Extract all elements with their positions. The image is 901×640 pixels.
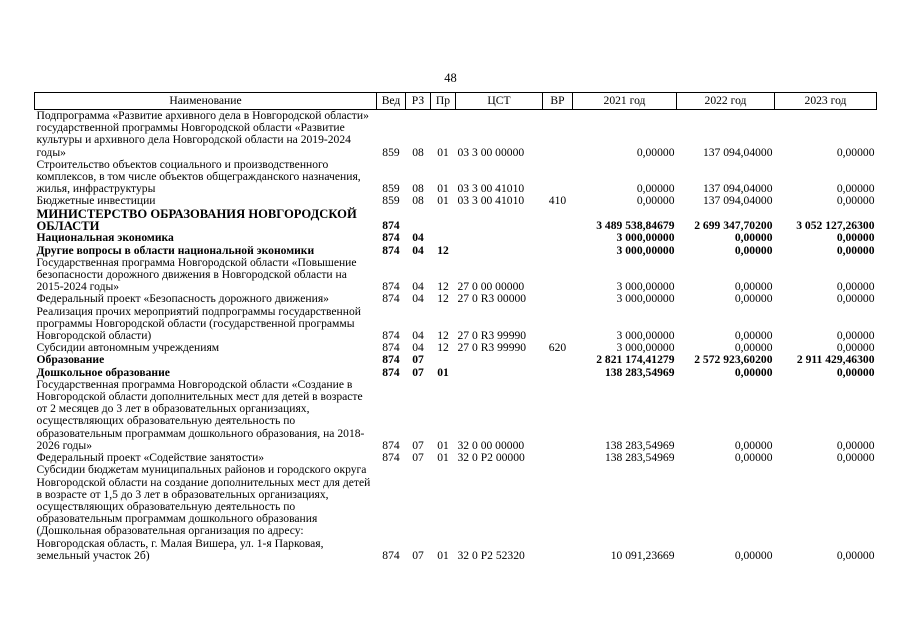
row-pr (431, 232, 456, 244)
row-ved: 859 (382, 145, 400, 159)
row-ved: 874 (382, 341, 400, 355)
row-pr: 12 (437, 341, 449, 355)
row-2023: 0,00000 (836, 341, 875, 355)
row-2023: 0,00000 (836, 243, 875, 257)
row-name: Федеральный проект «Содействие занятости» (36, 451, 265, 465)
row-name: Подпрограмма «Развитие архивного дела в Новгородской области» государственной программы Новгородской области «Развитие культуры и архивного дела Новгородской области на 2019-2024 годы» (36, 109, 369, 159)
row-2021: 138 283,54969 (604, 365, 675, 379)
table-header-row (35, 93, 877, 110)
row-2022: 0,00000 (734, 231, 773, 245)
row-rz: 08 (412, 182, 424, 196)
row-name: Субсидии бюджетам муниципальных районов и городского округа Новгородской области на создание дополнительных мест для детей в возрасте от 1,5 до 3 лет в образовательных организациях, осуществляющих образовательную деятельность по образовательным программам дошкольного образования (Дошкольная образовательная организация по адресу: Новгородская область, г. Малая Вишера, ул. 1-я Парковая, земельный участок 2б) (36, 463, 371, 562)
table-row (35, 245, 877, 257)
row-ved: 859 (382, 194, 400, 208)
row-rz: 04 (412, 243, 424, 257)
row-2021: 138 283,54969 (604, 438, 675, 452)
row-name: Образование (36, 353, 105, 367)
row-cst (456, 245, 543, 257)
row-pr: 01 (437, 194, 449, 208)
row-2023: 0,00000 (836, 292, 875, 306)
header-cst: ЦСТ (456, 93, 543, 110)
header-2021: 2021 год (573, 93, 677, 110)
row-2022: 0,00000 (734, 451, 773, 465)
row-name: МИНИСТЕРСТВО ОБРАЗОВАНИЯ НОВГОРОДСКОЙ ОБЛАСТИ (36, 206, 357, 234)
row-ved: 874 (382, 329, 400, 343)
table-row (35, 306, 877, 343)
row-2022: 0,00000 (734, 438, 773, 452)
row-2021: 2 821 174,41279 (596, 353, 675, 367)
row-vr (543, 208, 573, 233)
row-ved: 874 (382, 353, 400, 367)
row-pr: 12 (437, 280, 449, 294)
row-2023: 2 911 429,46300 (796, 353, 875, 367)
row-2023: 0,00000 (836, 365, 875, 379)
header-vr: ВР (543, 93, 573, 110)
row-vr (543, 379, 573, 452)
row-rz: 04 (412, 292, 424, 306)
row-ved: 859 (382, 182, 400, 196)
row-vr (543, 293, 573, 305)
table-row (35, 354, 877, 366)
row-rz: 07 (412, 365, 424, 379)
row-2023: 0,00000 (836, 329, 875, 343)
table-row (35, 110, 877, 159)
row-name: Национальная экономика (36, 231, 174, 245)
row-cst (456, 232, 543, 244)
row-2022: 0,00000 (734, 548, 773, 562)
row-vr (543, 354, 573, 366)
table-row (35, 379, 877, 452)
row-2022: 2 572 923,60200 (694, 353, 773, 367)
row-pr: 12 (437, 329, 449, 343)
row-cst: 32 0 P2 00000 (457, 451, 525, 465)
row-cst: 32 0 P2 52320 (457, 548, 525, 562)
row-2021: 3 000,00000 (616, 280, 675, 294)
row-rz: 07 (412, 548, 424, 562)
budget-table (34, 92, 877, 562)
row-2021: 3 000,00000 (616, 231, 675, 245)
row-2023: 0,00000 (836, 145, 875, 159)
row-cst: 03 3 00 00000 (457, 145, 525, 159)
table-row (35, 293, 877, 305)
row-name: Дошкольное образование (36, 365, 170, 379)
row-name: Бюджетные инвестиции (36, 194, 156, 208)
row-cst: 27 0 R3 99990 (457, 341, 527, 355)
table-row (35, 257, 877, 294)
page-number: 48 (444, 71, 457, 85)
row-2022: 137 094,04000 (702, 145, 773, 159)
row-rz: 07 (412, 438, 424, 452)
row-vr: 410 (548, 194, 567, 208)
row-rz: 07 (412, 353, 424, 367)
table-body (35, 110, 877, 562)
row-2022: 0,00000 (734, 341, 773, 355)
row-rz: 04 (412, 231, 424, 245)
row-2023: 0,00000 (836, 231, 875, 245)
table-row (35, 464, 877, 562)
row-2021: 0,00000 (636, 194, 675, 208)
row-ved: 874 (382, 280, 400, 294)
row-pr (431, 354, 456, 366)
row-2022: 137 094,04000 (702, 182, 773, 196)
row-pr: 12 (437, 292, 449, 306)
row-ved: 874 (382, 219, 400, 233)
row-2022: 0,00000 (734, 329, 773, 343)
row-2022: 0,00000 (734, 243, 773, 257)
row-2023: 0,00000 (836, 182, 875, 196)
row-pr: 12 (437, 243, 449, 257)
row-cst: 27 0 R3 00000 (457, 292, 527, 306)
row-2021: 138 283,54969 (604, 451, 675, 465)
row-pr: 01 (437, 451, 449, 465)
row-2022: 137 094,04000 (702, 194, 773, 208)
header-ved: Вед (377, 93, 406, 110)
row-ved: 874 (382, 438, 400, 452)
row-pr: 01 (437, 438, 449, 452)
row-2022: 2 699 347,70200 (694, 219, 773, 233)
row-cst: 32 0 00 00000 (457, 438, 525, 452)
row-vr (543, 245, 573, 257)
header-2023: 2023 год (775, 93, 877, 110)
table-row (35, 208, 877, 233)
row-2021: 3 000,00000 (616, 329, 675, 343)
row-name: Другие вопросы в области национальной экономики (36, 243, 315, 257)
row-2021: 0,00000 (636, 145, 675, 159)
row-ved: 874 (382, 451, 400, 465)
row-name: Субсидии автономным учреждениям (36, 341, 220, 355)
header-pr: Пр (431, 93, 456, 110)
row-rz: 04 (412, 341, 424, 355)
row-vr (543, 257, 573, 294)
row-2021: 3 489 538,84679 (596, 219, 675, 233)
row-vr (543, 232, 573, 244)
row-2021: 3 000,00000 (616, 243, 675, 257)
row-name: Государственная программа Новгородской области «Создание в Новгородской области дополнительных мест для детей в возрасте от 2 месяцев до 3 лет в образовательных организациях, осуществляющих образовательную деятельность по образовательным программам дошкольного образования, на 2018-2026 годы» (36, 377, 365, 452)
row-ved: 874 (382, 243, 400, 257)
row-rz (406, 208, 431, 233)
header-2022: 2022 год (677, 93, 775, 110)
row-2021: 3 000,00000 (616, 341, 675, 355)
row-ved: 874 (382, 548, 400, 562)
row-2023: 0,00000 (836, 548, 875, 562)
row-name: Государственная программа Новгородской области «Повышение безопасности дорожного движения в Новгородской области на 2015-2024 годы» (36, 255, 357, 294)
row-cst: 03 3 00 41010 (457, 194, 525, 208)
row-vr (543, 464, 573, 562)
row-2023: 3 052 127,26300 (796, 219, 875, 233)
row-name: Реализация прочих мероприятий подпрограммы государственной программы Новгородской области (государственной программы Новгородской области) (36, 304, 361, 343)
table-row (35, 195, 877, 207)
row-ved: 874 (382, 365, 400, 379)
row-cst: 27 0 00 00000 (457, 280, 525, 294)
row-rz: 08 (412, 194, 424, 208)
row-vr: 620 (548, 341, 567, 355)
row-2022: 0,00000 (734, 365, 773, 379)
row-name: Федеральный проект «Безопасность дорожного движения» (36, 292, 329, 306)
row-2023: 0,00000 (836, 451, 875, 465)
row-rz: 04 (412, 329, 424, 343)
row-2022: 0,00000 (734, 292, 773, 306)
row-cst (456, 354, 543, 366)
row-pr: 01 (437, 548, 449, 562)
row-vr (543, 452, 573, 464)
row-cst (456, 367, 543, 379)
row-rz: 08 (412, 145, 424, 159)
row-ved: 874 (382, 292, 400, 306)
row-2021: 3 000,00000 (616, 292, 675, 306)
row-rz: 07 (412, 451, 424, 465)
row-vr (543, 159, 573, 196)
row-2023: 0,00000 (836, 194, 875, 208)
row-2021: 0,00000 (636, 182, 675, 196)
row-pr: 01 (437, 145, 449, 159)
row-2021: 10 091,23669 (610, 548, 675, 562)
row-cst: 03 3 00 41010 (457, 182, 525, 196)
row-pr (431, 208, 456, 233)
row-pr: 01 (437, 182, 449, 196)
row-vr (543, 367, 573, 379)
row-vr (543, 110, 573, 159)
row-pr: 01 (437, 365, 449, 379)
row-cst (456, 208, 543, 233)
table-row (35, 159, 877, 196)
row-cst: 27 0 R3 99990 (457, 329, 527, 343)
row-2023: 0,00000 (836, 280, 875, 294)
row-ved: 874 (382, 231, 400, 245)
row-name: Строительство объектов социального и производственного комплексов, в том числе объектов общегражданского назначения, жилья, инфраструктуры (36, 157, 361, 196)
row-2023: 0,00000 (836, 438, 875, 452)
table-row (35, 232, 877, 244)
header-rz: РЗ (406, 93, 431, 110)
row-vr (543, 306, 573, 343)
row-2022: 0,00000 (734, 280, 773, 294)
row-rz: 04 (412, 280, 424, 294)
header-name: Наименование (35, 93, 377, 110)
